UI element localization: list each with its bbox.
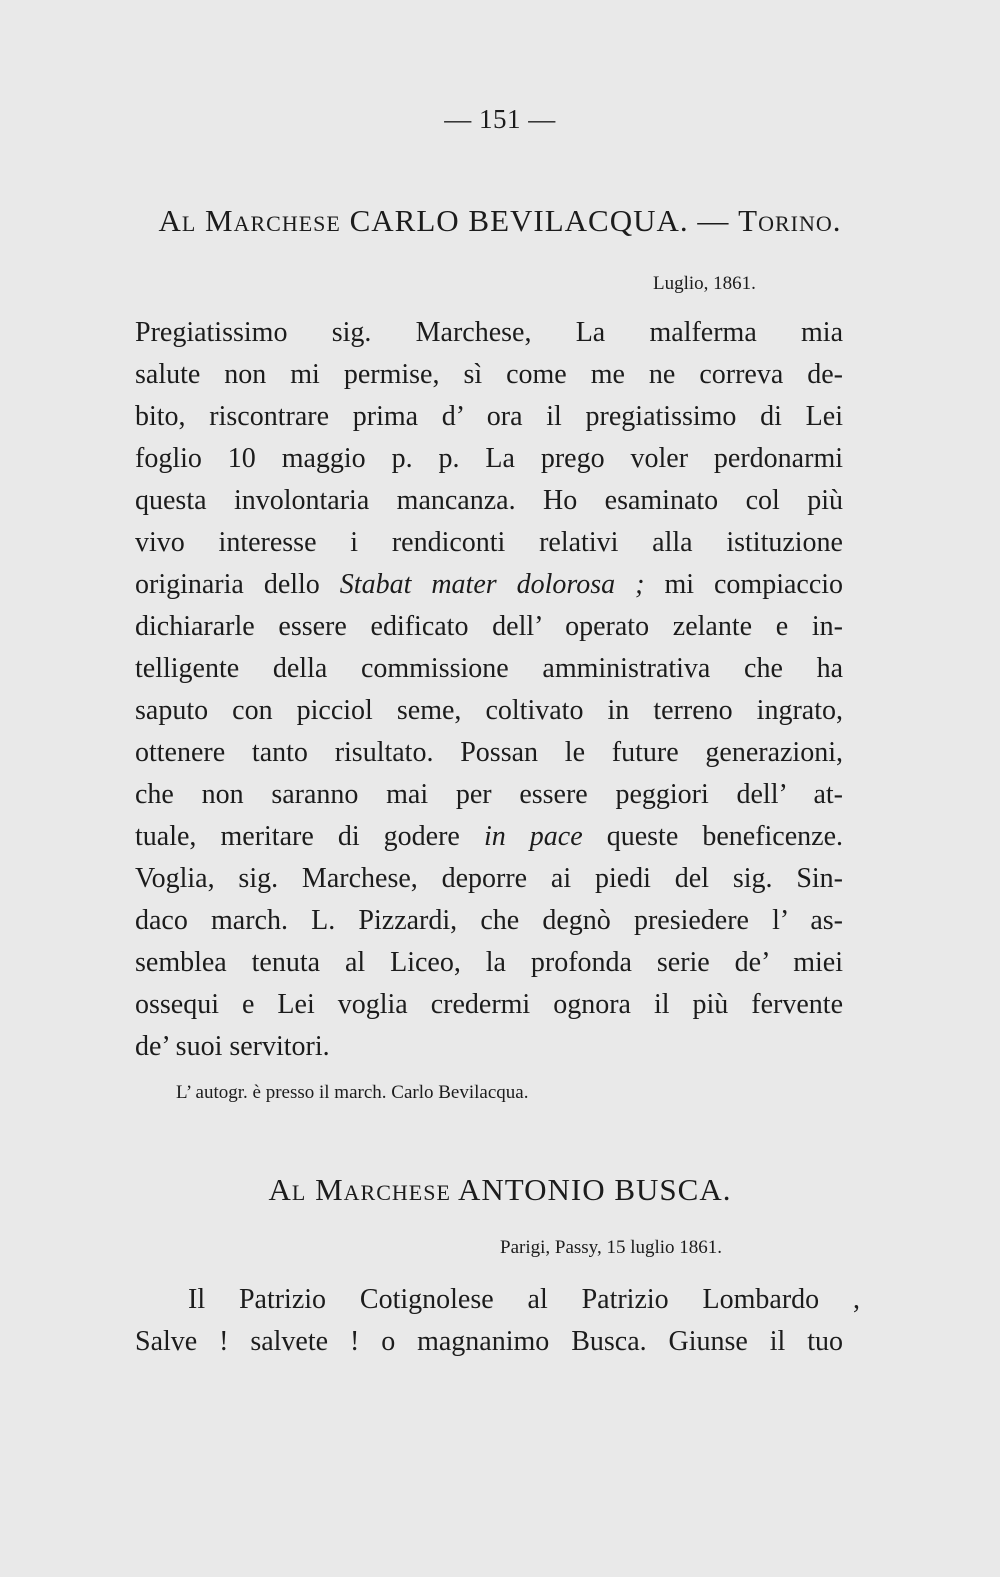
letter-2-body-line-1 <box>188 1279 860 1321</box>
body-line <box>135 816 843 858</box>
body-line: Pregiatissimo sig. Marchese, La malferma mia <box>135 317 843 348</box>
letter-2-body-line-2 <box>135 1321 843 1363</box>
letter-1-heading-place: Torino. <box>738 203 842 238</box>
letter-2-heading <box>0 1172 1000 1208</box>
letter-1-heading-dash: — <box>697 203 730 238</box>
body-text-segment: queste beneficenze. <box>606 821 844 852</box>
body-line: salute non mi permise, sì come me ne correva de- <box>135 359 843 390</box>
body-line: ossequi e Lei voglia credermi ognora il più fervente <box>135 989 843 1020</box>
body-line: semblea tenuta al Liceo, la profonda serie de’ miei <box>135 947 843 978</box>
letter-2-heading-name: ANTONIO BUSCA. <box>457 1172 732 1207</box>
body-text-segment: mi compiaccio <box>664 569 844 600</box>
page-number: — 151 — <box>444 104 556 134</box>
letter-1-heading-prefix: Al Marchese <box>158 203 341 238</box>
body-line: telligente della commissione amministrativa che ha <box>135 653 843 684</box>
body-line: ottenere tanto risultato. Possan le future generazioni, <box>135 737 843 768</box>
letter-2-heading-prefix: Al Marchese <box>268 1172 451 1207</box>
body-line: vivo interesse i rendiconti relativi alla istituzione <box>135 527 843 558</box>
letter-1-body <box>135 312 843 1068</box>
italic-phrase: in pace <box>483 821 583 852</box>
body-line: che non saranno mai per essere peggiori dell’ at- <box>135 779 843 810</box>
body-line: de’ suoi servitori. <box>135 1031 330 1062</box>
letter-1-footnote: L’ autogr. è presso il march. Carlo Bevilacqua. <box>176 1082 529 1103</box>
body-line: bito, riscontrare prima d’ ora il pregiatissimo di Lei <box>135 401 843 432</box>
body-line: Il Patrizio Cotignolese al Patrizio Lombardo , <box>188 1284 860 1315</box>
body-line: Voglia, sig. Marchese, deporre ai piedi del sig. Sin- <box>135 863 843 894</box>
letter-2-date: Parigi, Passy, 15 luglio 1861. <box>500 1237 723 1258</box>
body-line: saputo con picciol seme, coltivato in terreno ingrato, <box>135 695 843 726</box>
letter-1-heading <box>0 203 1000 239</box>
body-text-segment: tuale, meritare di godere <box>135 821 460 852</box>
body-line <box>135 564 843 606</box>
body-line: daco march. L. Pizzardi, che degnò presiedere l’ as- <box>135 905 843 936</box>
body-line: Salve ! salvete ! o magnanimo Busca. Giunse il tuo <box>135 1326 843 1357</box>
body-text-segment: originaria dello <box>135 569 320 600</box>
body-line: dichiararle essere edificato dell’ operato zelante e in- <box>135 611 843 642</box>
letter-1-heading-name: CARLO BEVILACQUA. <box>349 203 689 238</box>
italic-title: Stabat mater dolorosa ; <box>339 569 645 600</box>
body-line: questa involontaria mancanza. Ho esaminato col più <box>135 485 843 516</box>
body-line: foglio 10 maggio p. p. La prego voler perdonarmi <box>135 443 843 474</box>
letter-1-date: Luglio, 1861. <box>653 273 756 294</box>
